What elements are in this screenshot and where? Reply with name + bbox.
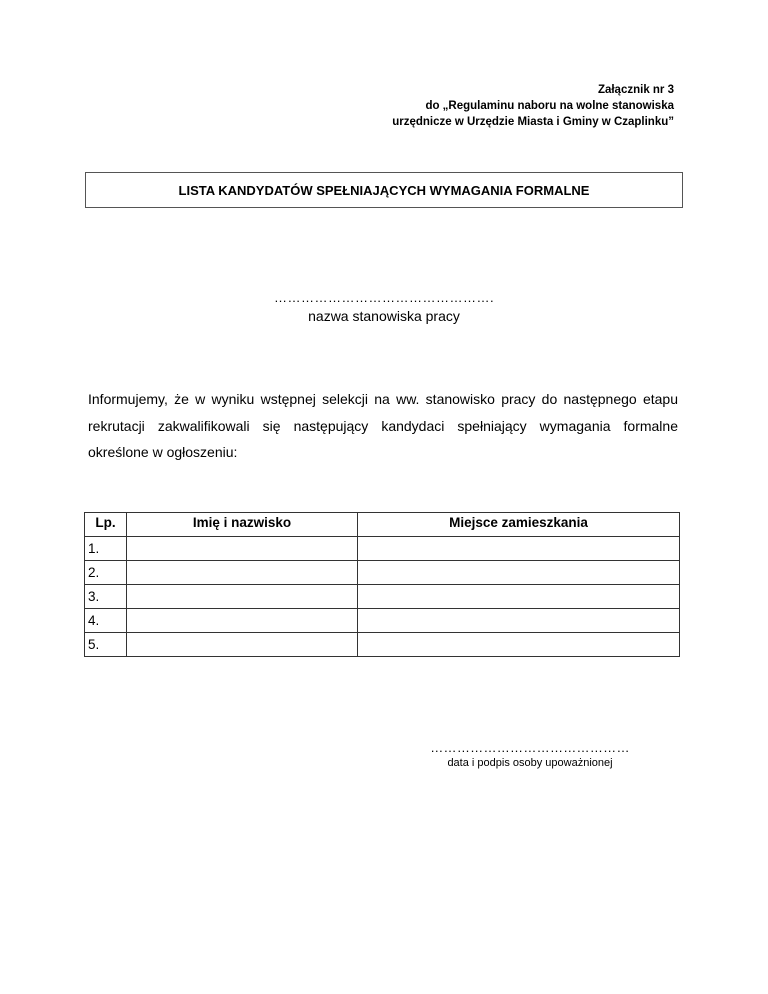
- signature-caption: data i podpis osoby upoważnionej: [447, 757, 613, 769]
- row-number: 5.: [85, 633, 127, 657]
- document-title: LISTA KANDYDATÓW SPEŁNIAJĄCYCH WYMAGANIA FORMALNE: [178, 182, 590, 198]
- attachment-reference-line-2: urzędnicze w Urzędzie Miasta i Gminy w Czaplinku”: [392, 116, 674, 128]
- intro-paragraph: Informujemy, że w wyniku wstępnej selekcji na ww. stanowisko pracy do następnego etapu rekrutacji zakwalifikowali się następujący kandydaci spełniający wymagania formalne określone w ogłoszeniu:: [88, 391, 678, 460]
- place-cell: [358, 609, 680, 633]
- name-cell: [127, 537, 358, 561]
- candidates-table: [84, 512, 680, 657]
- position-name-caption: nazwa stanowiska pracy: [308, 308, 460, 324]
- table-row: [85, 537, 680, 561]
- table-row: [85, 609, 680, 633]
- table-row: [85, 585, 680, 609]
- signature-placeholder: ………………………………………: [430, 740, 630, 755]
- name-cell: [127, 561, 358, 585]
- table-header-row: [85, 513, 680, 537]
- document-title-box: [85, 172, 683, 208]
- place-cell: [358, 585, 680, 609]
- column-header-lp: Lp.: [85, 513, 127, 537]
- name-cell: [127, 609, 358, 633]
- signature-block: [412, 740, 648, 770]
- position-name-placeholder: ………………………………………….: [273, 290, 495, 305]
- name-cell: [127, 585, 358, 609]
- position-name-block: [0, 290, 768, 326]
- place-cell: [358, 561, 680, 585]
- row-number: 4.: [85, 609, 127, 633]
- row-number: 3.: [85, 585, 127, 609]
- place-cell: [358, 537, 680, 561]
- table-row: [85, 633, 680, 657]
- name-cell: [127, 633, 358, 657]
- attachment-number: Załącznik nr 3: [597, 84, 674, 96]
- attachment-header: [392, 82, 674, 130]
- column-header-place: Miejsce zamieszkania: [358, 513, 680, 537]
- attachment-reference-line-1: do „Regulaminu naboru na wolne stanowiska: [425, 100, 674, 112]
- column-header-name: Imię i nazwisko: [127, 513, 358, 537]
- row-number: 2.: [85, 561, 127, 585]
- place-cell: [358, 633, 680, 657]
- table-row: [85, 561, 680, 585]
- row-number: 1.: [85, 537, 127, 561]
